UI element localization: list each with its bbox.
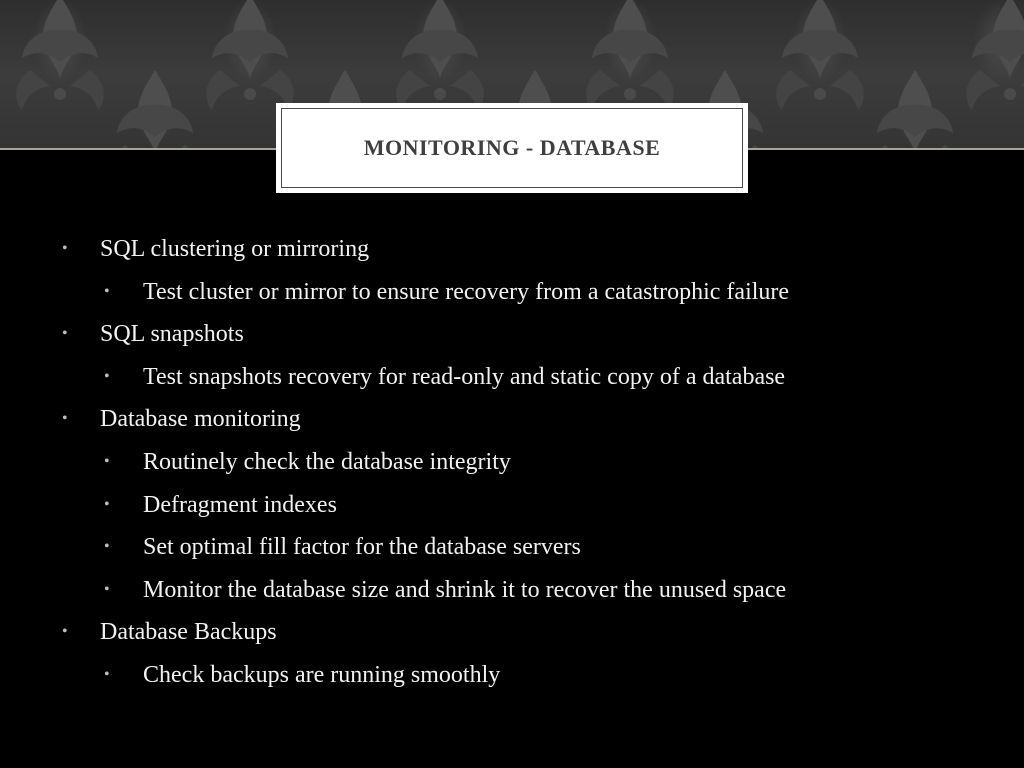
bullet-text: SQL clustering or mirroring: [100, 236, 370, 262]
bullet-dot-icon: •: [62, 325, 68, 343]
sub-bullet-item: [0, 654, 1024, 697]
sub-bullet-item: [0, 484, 1024, 527]
bullet-text: Database Backups: [100, 619, 277, 646]
bullet-dot-icon: •: [62, 240, 68, 257]
sub-bullet-item: [0, 526, 1024, 569]
bullet-text: Database monitoring: [100, 406, 301, 433]
bullet-dot-icon: •: [62, 410, 68, 428]
bullet-item: [0, 313, 1024, 356]
bullet-dot-icon: •: [104, 282, 110, 300]
bullet-dot-icon: •: [62, 623, 68, 641]
bullet-dot-icon: •: [104, 580, 110, 598]
bullet-dot-icon: •: [104, 367, 110, 385]
bullet-item: [0, 398, 1024, 441]
slide-title: MONITORING - DATABASE: [363, 135, 661, 160]
sub-bullet-item: [0, 569, 1024, 612]
sub-bullet-item: [0, 356, 1024, 399]
slide-content: [0, 228, 1024, 697]
bullet-text: Set optimal fill factor for the database servers: [143, 534, 581, 561]
bullet-item: [0, 611, 1024, 654]
bullet-item: [0, 228, 1024, 271]
bullet-text: Test cluster or mirror to ensure recovery from a catastrophic failure: [143, 278, 790, 305]
bullet-list: [0, 228, 1024, 697]
bullet-text: Test snapshots recovery for read-only and static copy of a database: [143, 363, 786, 390]
sub-bullet-item: [0, 441, 1024, 484]
bullet-text: Defragment indexes: [143, 491, 337, 518]
bullet-dot-icon: •: [104, 538, 110, 556]
title-box: [277, 104, 747, 192]
bullet-text: Routinely check the database integrity: [143, 448, 511, 475]
bullet-text: SQL snapshots: [100, 321, 244, 348]
bullet-text: Check backups are running smoothly: [143, 661, 501, 688]
title-box-frame: [281, 108, 743, 188]
bullet-dot-icon: •: [104, 452, 110, 470]
bullet-dot-icon: •: [104, 665, 110, 683]
bullet-dot-icon: •: [104, 495, 110, 513]
sub-bullet-item: [0, 271, 1024, 314]
bullet-text: Monitor the database size and shrink it to recover the unused space: [143, 576, 787, 603]
